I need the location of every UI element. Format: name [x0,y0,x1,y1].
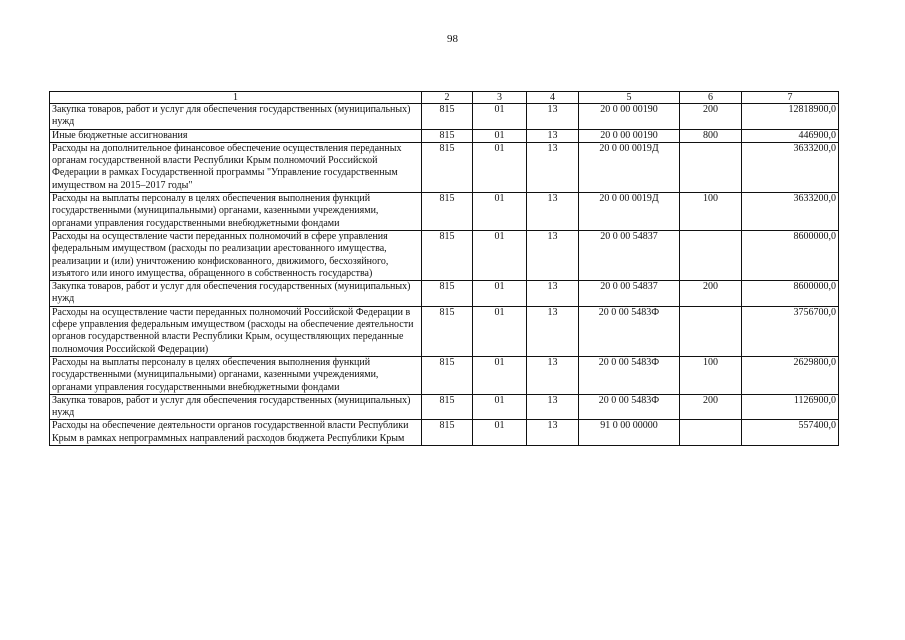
expense-name-cell: Расходы на осуществление части переданных полномочий в сфере управления федеральным имуществом (расходы по реализации арестованного имущества, реализации и (или) уничтожению конфискованного, движимого, бесхозяйного, изъятого или иного имущества, обращенного в собственность государства) [50,230,422,280]
table-row [50,104,839,130]
amount-cell: 3633200,0 [742,142,839,192]
expense-name-cell: Закупка товаров, работ и услуг для обеспечения государственных (муниципальных) нужд [50,104,422,130]
subsection-code-cell: 13 [527,281,579,307]
expense-type-cell [680,142,742,192]
target-article-cell: 20 0 00 0019Д [579,142,680,192]
amount-cell: 2629800,0 [742,356,839,394]
expense-type-cell [680,420,742,446]
table-row [50,394,839,420]
amount-cell: 8600000,0 [742,281,839,307]
section-code-cell: 01 [473,230,527,280]
expense-name-cell: Иные бюджетные ассигнования [50,129,422,142]
expense-name-cell: Закупка товаров, работ и услуг для обеспечения государственных (муниципальных) нужд [50,281,422,307]
ministry-code-cell: 815 [422,420,473,446]
target-article-cell: 20 0 00 00190 [579,104,680,130]
section-code-cell: 01 [473,281,527,307]
expense-name-cell: Расходы на выплаты персоналу в целях обеспечения выполнения функций государственными (муниципальными) органами, казенными учреждениями, органами управления государственными внебюджетными фондами [50,193,422,231]
subsection-code-cell: 13 [527,356,579,394]
section-code-cell: 01 [473,129,527,142]
page-number: 98 [447,33,458,45]
column-header: 6 [680,92,742,104]
target-article-cell: 20 0 00 00190 [579,129,680,142]
section-code-cell: 01 [473,420,527,446]
ministry-code-cell: 815 [422,104,473,130]
ministry-code-cell: 815 [422,281,473,307]
table-row [50,420,839,446]
table-row [50,230,839,280]
expense-name-cell: Расходы на осуществление части переданных полномочий Российской Федерации в сфере управления федеральным имуществом (расходы на обеспечение деятельности органов государственной власти Республики Крым, осуществляющих переданные полномочия Российской Федерации) [50,306,422,356]
section-code-cell: 01 [473,142,527,192]
subsection-code-cell: 13 [527,420,579,446]
expense-type-cell: 100 [680,193,742,231]
target-article-cell: 20 0 00 54837 [579,281,680,307]
budget-table [49,91,839,446]
amount-cell: 3633200,0 [742,193,839,231]
section-code-cell: 01 [473,394,527,420]
expense-name-cell: Закупка товаров, работ и услуг для обеспечения государственных (муниципальных) нужд [50,394,422,420]
subsection-code-cell: 13 [527,142,579,192]
table-row [50,281,839,307]
ministry-code-cell: 815 [422,356,473,394]
subsection-code-cell: 13 [527,129,579,142]
expense-type-cell: 200 [680,104,742,130]
expense-type-cell [680,230,742,280]
amount-cell: 557400,0 [742,420,839,446]
table-row [50,356,839,394]
expense-name-cell: Расходы на обеспечение деятельности органов государственной власти Республики Крым в рамках непрограммных направлений расходов бюджета Республики Крым [50,420,422,446]
ministry-code-cell: 815 [422,142,473,192]
subsection-code-cell: 13 [527,104,579,130]
column-header: 3 [473,92,527,104]
column-header: 4 [527,92,579,104]
table-row [50,306,839,356]
subsection-code-cell: 13 [527,230,579,280]
header-row [50,92,839,104]
amount-cell: 12818900,0 [742,104,839,130]
ministry-code-cell: 815 [422,230,473,280]
section-code-cell: 01 [473,193,527,231]
section-code-cell: 01 [473,104,527,130]
section-code-cell: 01 [473,356,527,394]
table-row [50,193,839,231]
expense-type-cell [680,306,742,356]
column-header: 7 [742,92,839,104]
expense-type-cell: 200 [680,394,742,420]
target-article-cell: 20 0 00 5483Ф [579,306,680,356]
column-header: 1 [50,92,422,104]
target-article-cell: 20 0 00 5483Ф [579,394,680,420]
table-row [50,129,839,142]
target-article-cell: 20 0 00 5483Ф [579,356,680,394]
amount-cell: 1126900,0 [742,394,839,420]
expense-type-cell: 100 [680,356,742,394]
amount-cell: 8600000,0 [742,230,839,280]
table-row [50,142,839,192]
subsection-code-cell: 13 [527,306,579,356]
amount-cell: 446900,0 [742,129,839,142]
expense-name-cell: Расходы на выплаты персоналу в целях обеспечения выполнения функций государственными (муниципальными) органами, казенными учреждениями, органами управления государственными внебюджетными фондами [50,356,422,394]
column-header: 2 [422,92,473,104]
expense-type-cell: 800 [680,129,742,142]
target-article-cell: 91 0 00 00000 [579,420,680,446]
subsection-code-cell: 13 [527,394,579,420]
target-article-cell: 20 0 00 0019Д [579,193,680,231]
amount-cell: 3756700,0 [742,306,839,356]
subsection-code-cell: 13 [527,193,579,231]
expense-type-cell: 200 [680,281,742,307]
ministry-code-cell: 815 [422,394,473,420]
expense-name-cell: Расходы на дополнительное финансовое обеспечение осуществления переданных органам государственной власти Республики Крым полномочий Российской Федерации в рамках Государственной программы "Управление государственным имуществом на 2015–2017 годы" [50,142,422,192]
section-code-cell: 01 [473,306,527,356]
ministry-code-cell: 815 [422,129,473,142]
ministry-code-cell: 815 [422,306,473,356]
column-header: 5 [579,92,680,104]
ministry-code-cell: 815 [422,193,473,231]
target-article-cell: 20 0 00 54837 [579,230,680,280]
